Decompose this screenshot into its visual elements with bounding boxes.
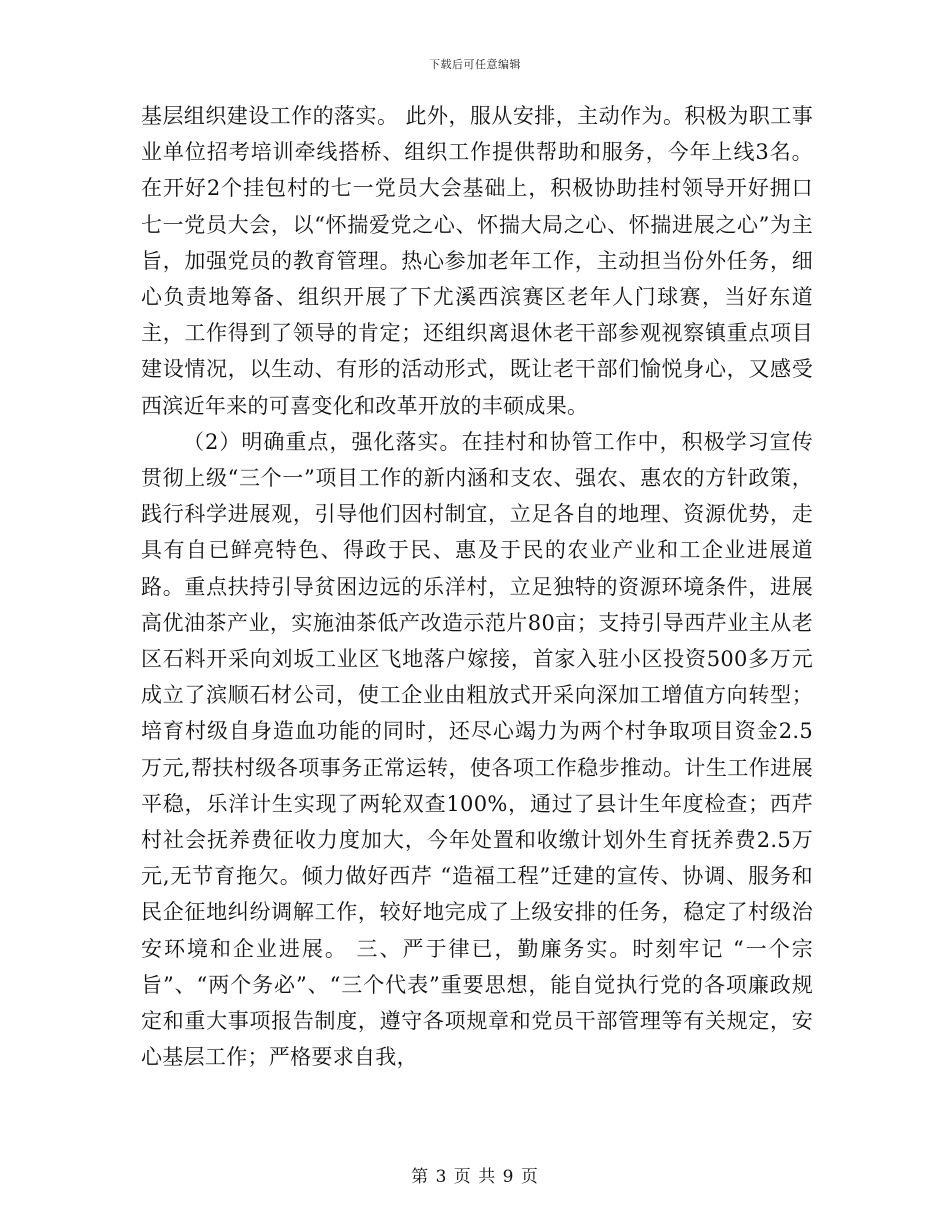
document-body	[141, 98, 813, 1075]
body-paragraph: （2）明确重点，强化落实。在挂村和协管工作中，积极学习宣传贯彻上级“三个一”项目工作的新内涵和支农、强农、惠农的方针政策，践行科学进展观，引导他们因村制宜，立足各自的地理、资源优势，走具有自已鲜亮特色、得政于民、惠及于民的农业产业和工企业进展道路。重点扶持引导贫困边远的乐洋村，立足独特的资源环境条件，进展高优油茶产业，实施油茶低产改造示范片80亩；支持引导西芹业主从老区石料开采向刘坂工业区飞地落户嫁接，首家入驻小区投资500多万元成立了滨顺石材公司，使工企业由粗放式开采向深加工增值方向转型；培育村级自身造血功能的同时，还尽心竭力为两个村争取项目资金2.5万元,帮扶村级各项事务正常运转，使各项工作稳步推动。计生工作进展平稳，乐洋计生实现了两轮双查100%，通过了县计生年度检查；西芹村社会抚养费征收力度加大，今年处置和收缴计划外生育抚养费2.5万元,无节育拖欠。倾力做好西芹 “造福工程”迁建的宣传、协调、服务和民企征地纠纷调解工作，较好地完成了上级安排的任务，稳定了村级治安环境和企业进展。 三、严于律已，勤廉务实。时刻牢记 “一个宗旨”、“两个务必”、“三个代表”重要思想，能自觉执行党的各项廉政规定和重大事项报告制度，遵守各项规章和党员干部管理等有关规定，安心基层工作；严格要求自我，	[141, 429, 813, 1070]
body-paragraph: 基层组织建设工作的落实。 此外，服从安排，主动作为。积极为职工事业单位招考培训牵线搭桥、组织工作提供帮助和服务，今年上线3名。在开好2个挂包村的七一党员大会基础上，积极协助挂村领导开好拥口七一党员大会，以“怀揣爱党之心、怀揣大局之心、怀揣进展之心”为主旨，加强党员的教育管理。热心参加老年工作，主动担当份外任务，细心负责地筹备、组织开展了下尤溪西滨赛区老年人门球赛，当好东道主，工作得到了领导的肯定；还组织离退休老干部参观视察镇重点项目建设情况，以生动、有形的活动形式，既让老干部们愉悦身心，又感受西滨近年来的可喜变化和改革开放的丰硕成果。	[141, 104, 813, 418]
page-header: 下载后可任意编辑	[429, 58, 521, 71]
page-number: 第 3 页 共 9 页	[411, 1167, 539, 1187]
